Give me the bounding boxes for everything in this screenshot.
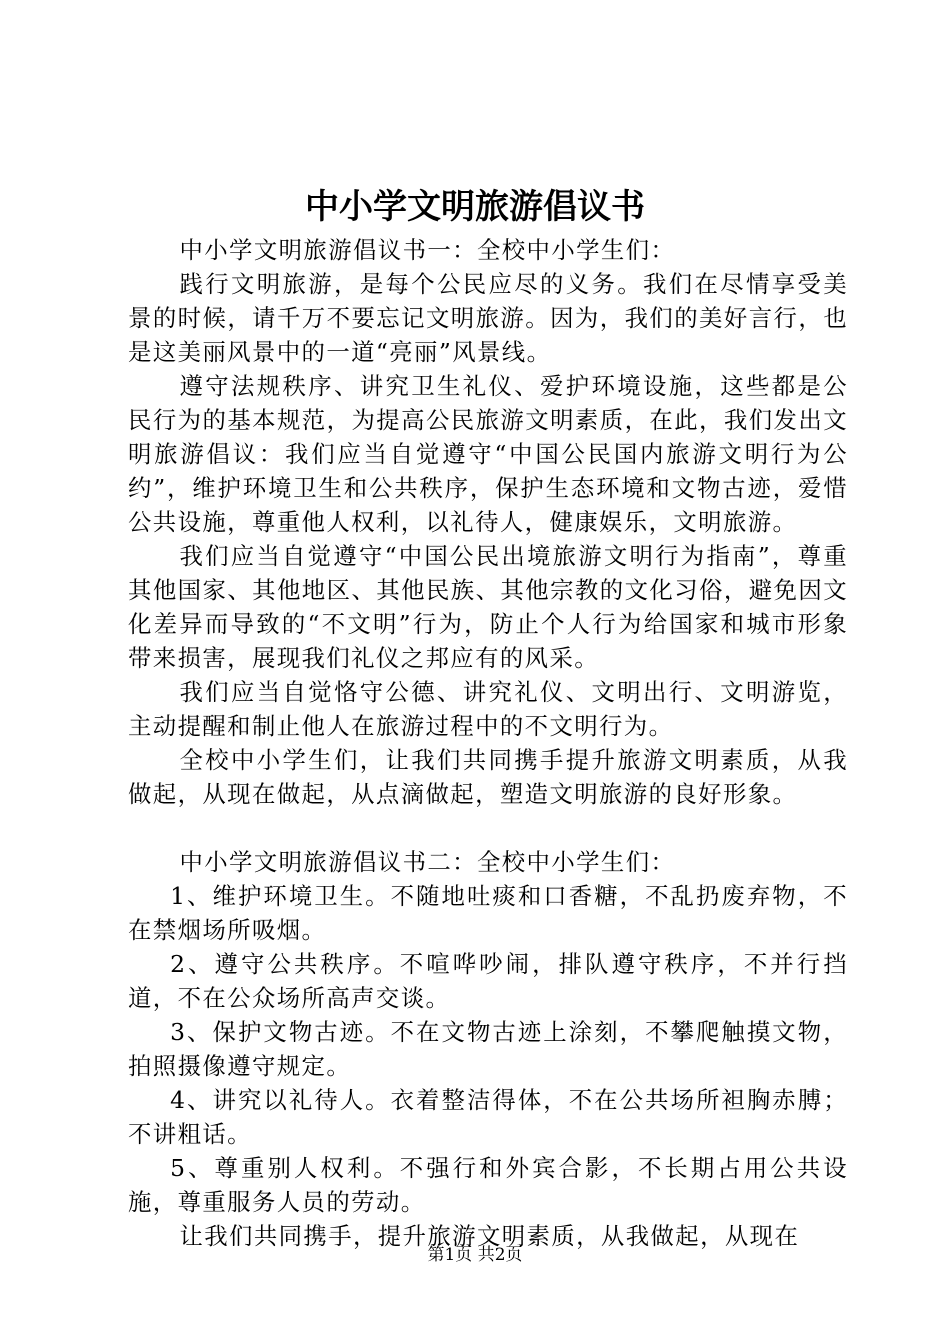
paragraph: 全校中小学生们，让我们共同携手提升旅游文明素质，从我做起，从现在做起，从点滴做起，塑造文明旅游的良好形象。: [128, 746, 848, 808]
document-title: 中小学文明旅游倡议书: [305, 187, 645, 227]
paragraph: 我们应当自觉恪守公德、讲究礼仪、文明出行、文明游览，主动提醒和制止他人在旅游过程中的不文明行为。: [128, 678, 848, 740]
section-spacer: [128, 811, 848, 845]
paragraph: 我们应当自觉遵守“中国公民出境旅游文明行为指南”，尊重其他国家、其他地区、其他民族、其他宗教的文化习俗，避免因文化差异而导致的“不文明”行为，防止个人行为给国家和城市形象带来损害，展现我们礼仪之邦应有的风采。: [128, 542, 848, 672]
list-item: 3、保护文物古迹。不在文物古迹上涂刻，不攀爬触摸文物，拍照摄像遵守规定。: [128, 1018, 848, 1080]
paragraph: 践行文明旅游，是每个公民应尽的义务。我们在尽情享受美景的时候，请千万不要忘记文明旅游。因为，我们的美好言行，也是这美丽风景中的一道“亮丽”风景线。: [128, 270, 848, 366]
section-heading: 中小学文明旅游倡议书二：全校中小学生们：: [179, 848, 676, 876]
list-item: 1、维护环境卫生。不随地吐痰和口香糖，不乱扔废弃物，不在禁烟场所吸烟。: [128, 882, 848, 944]
list-item: 4、讲究以礼待人。衣着整洁得体，不在公共场所袒胸赤膊；不讲粗话。: [128, 1086, 848, 1148]
paragraph: 中小学文明旅游倡议书一：全校中小学生们：: [179, 236, 676, 264]
page-footer: 第1页 共2页: [427, 1245, 523, 1265]
list-item: 2、遵守公共秩序。不喧哗吵闹，排队遵守秩序，不并行挡道，不在公众场所高声交谈。: [128, 950, 848, 1012]
paragraph: 遵守法规秩序、讲究卫生礼仪、爱护环境设施，这些都是公民行为的基本规范，为提高公民旅游文明素质，在此，我们发出文明旅游倡议：我们应当自觉遵守“中国公民国内旅游文明行为公约”，维护环境卫生和公共秩序，保护生态环境和文物古迹，爱惜公共设施，尊重他人权利，以礼待人，健康娱乐，文明旅游。: [128, 372, 848, 536]
document-body: [128, 233, 848, 1253]
closing-paragraph: 让我们共同携手，提升旅游文明素质，从我做起，从现在: [179, 1222, 800, 1250]
list-item: 5、尊重别人权利。不强行和外宾合影，不长期占用公共设施，尊重服务人员的劳动。: [128, 1154, 848, 1216]
